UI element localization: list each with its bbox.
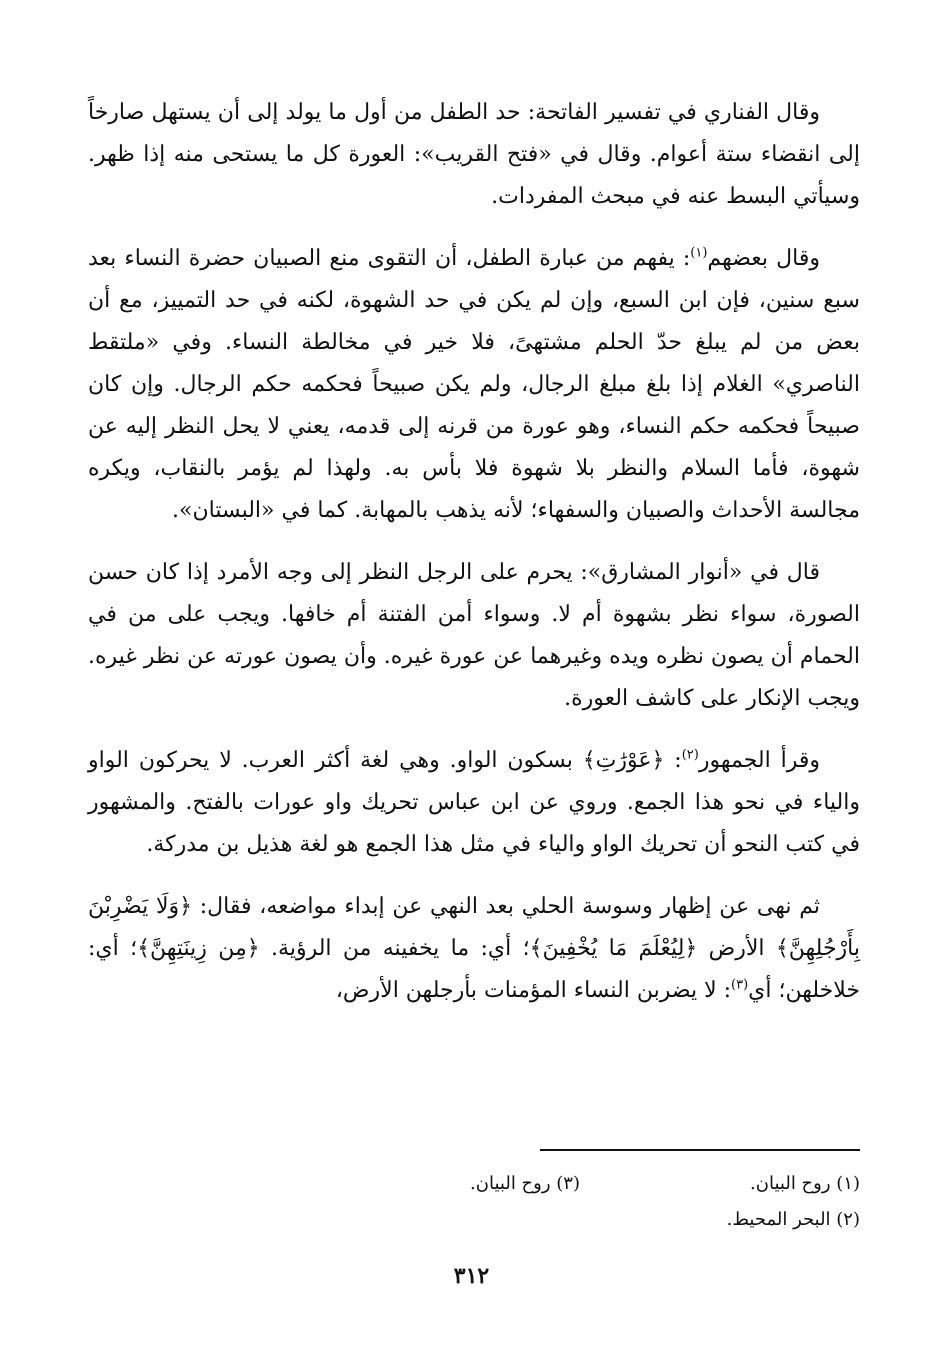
footnote-ref: (٣): [731, 977, 749, 993]
footnote-ref: (١): [690, 245, 708, 261]
paragraph-text-rest: : ﴿عَوْرَٰتِ﴾ بسكون الواو. وهي لغة أكثر العرب. لا يحركون الواو والياء في نحو هذا الجمع. وروي عن ابن عباس تحريك واو عورات بالفتح. والمشهور في كتب النحو أن تحريك الواو والياء في مثل هذا الجمع هو لغة هذيل بن مدركة.: [88, 748, 860, 857]
page-number: ٣١٢: [453, 1263, 490, 1289]
paragraph-text: وقال الفناري في تفسير الفاتحة: حد الطفل من أول ما يولد إلى أن يستهل صارخاً إلى انقضاء ستة أعوام. وقال في «فتح القريب»: العورة كل ما يستحى منه إذا ظهر. وسيأتي البسط عنه في مبحث المفردات.: [88, 100, 860, 209]
paragraph-text-rest: : يفهم من عبارة الطفل، أن التقوى منع الصبيان حضرة النساء بعد سبع سنين، فإن ابن السبع، وإن لم يكن في حد الشهوة، لكنه في حد التمييز، مع أن بعض من لم يبلغ حدّ الحلم مشتهىً، فلا خير في مخالطة النساء. وفي «ملتقط الناصري» الغلام إذا بلغ مبلغ الرجال، ولم يكن صبيحاً فحكمه حكم الرجال. وإن كان صبيحاً فحكمه حكم النساء، وهو عورة من قرنه إلى قدمه، يعني لا يحل النظر إليه عن شهوة، فأما السلام والنظر بلا شهوة فلا بأس به. ولهذا لم يؤمر بالنقاب، ويكره مجالسة الأحداث والصبيان والسفهاء؛ لأنه يذهب بالمهابة. كما في «البستان».: [88, 246, 860, 523]
footnote-separator: [540, 1149, 860, 1151]
paragraph-text-start: ثم نهى عن إظهار وسوسة الحلي بعد النهي عن إبداء مواضعه، فقال: ﴿وَلَا يَضْرِبْنَ بِأَرْجُلِهِنَّ﴾ الأرض ﴿لِيُعْلَمَ مَا يُخْفِينَ﴾؛ أي: ما يخفينه من الرؤية. ﴿مِن زِينَتِهِنَّ﴾؛ أي: خلاخلهن؛ أي: [88, 894, 860, 1003]
footnotes: [300, 1166, 860, 1238]
paragraph-text-start: وقرأ الجمهور: [698, 748, 821, 773]
paragraph-1: [88, 92, 860, 218]
paragraph-5: [88, 886, 860, 1012]
paragraph-3: [88, 552, 860, 720]
footnote-row: [300, 1202, 860, 1238]
main-text: [88, 92, 860, 1012]
paragraph-text: قال في «أنوار المشارق»: يحرم على الرجل النظر إلى وجه الأمرد إذا كان حسن الصورة، سواء نظر بشهوة أم لا. وسواء أمن الفتنة أم خافها. ويجب على من في الحمام أن يصون نظره ويده وغيرهما عن عورة غيره. وأن يصون عورته عن نظر غيره. ويجب الإنكار على كاشف العورة.: [88, 560, 860, 711]
footnote-ref: (٢): [681, 747, 699, 763]
footnote-3: (٣) روح البيان.: [470, 1173, 580, 1194]
footnote-row: [300, 1166, 860, 1202]
footnote-1: (١) روح البيان.: [750, 1173, 860, 1194]
paragraph-2: [88, 238, 860, 532]
paragraph-4: [88, 740, 860, 866]
paragraph-text-rest: : لا يضربن النساء المؤمنات بأرجلهن الأرض،: [335, 978, 732, 1003]
footnote-2: (٢) البحر المحيط.: [726, 1209, 860, 1230]
paragraph-text-start: وقال بعضهم: [707, 246, 820, 271]
